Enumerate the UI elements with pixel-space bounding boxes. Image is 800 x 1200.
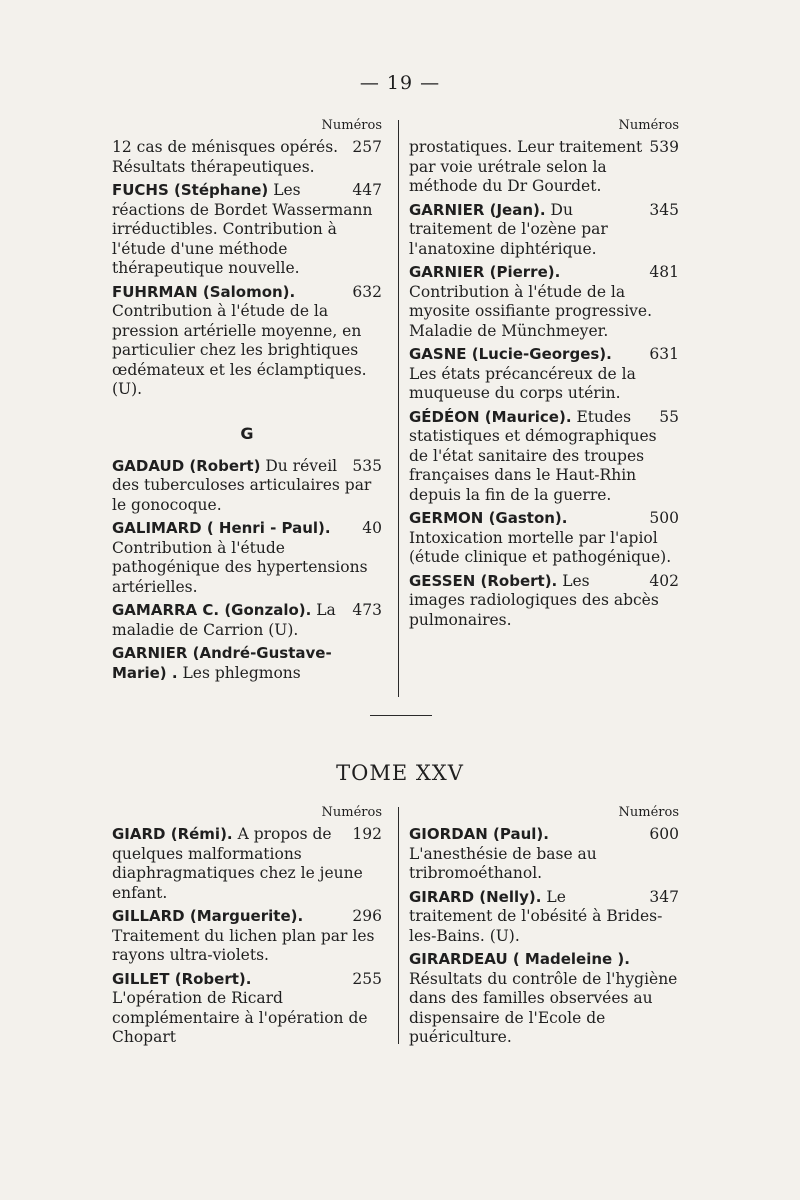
index-entry <box>112 181 382 279</box>
entry-number: 296 <box>352 907 382 925</box>
section-letter: G <box>240 423 254 443</box>
author-name: FUHRMAN (Salomon). <box>112 282 296 301</box>
entry-number: 55 <box>659 407 679 426</box>
entry-number: 500 <box>649 509 679 527</box>
index-section-tome-xxv <box>112 805 692 1050</box>
entry-number: 535 <box>352 456 382 475</box>
entry-number: 192 <box>352 825 382 843</box>
entry-title: Contribution à l'étude de la pression artérielle moyenne, en particulier chez les brightiques œdémateux et les éclamptiques. (U). <box>112 302 367 398</box>
section-divider <box>370 715 432 716</box>
entry-title: L'opération de Ricard complémentaire à l'opération de Chopart <box>112 989 368 1046</box>
index-entry <box>112 970 382 1048</box>
tome-title: TOME XXV <box>336 761 464 785</box>
author-name: FUCHS (Stéphane) <box>112 181 269 199</box>
right-column <box>409 805 679 1052</box>
index-entry <box>409 263 679 341</box>
page-number: — 19 — <box>359 72 441 94</box>
index-entry <box>409 201 679 260</box>
author-name: GASNE (Lucie-Georges). <box>409 345 612 363</box>
column-divider <box>398 807 399 1044</box>
entry-title: Résultats du contrôle de l'hygiène dans des familles observées au dispensaire de l'Ecole de puériculture. <box>409 969 678 1046</box>
author-name: GALIMARD ( Henri - Paul). <box>112 519 331 537</box>
entry-title: Les images radiologiques des abcès pulmonaires. <box>409 571 659 629</box>
author-name: GIARD (Rémi). <box>112 825 233 843</box>
index-entry <box>112 825 382 903</box>
column-header: Numéros <box>321 118 382 133</box>
author-name: GILLET (Robert). <box>112 969 252 988</box>
index-entry <box>112 138 382 177</box>
author-name: GARNIER (Pierre). <box>409 263 561 281</box>
entry-title: La maladie de Carrion (U). <box>112 601 336 639</box>
entry-title: Contribution à l'étude de la myosite ossifiante progressive. Maladie de Münchmeyer. <box>409 282 653 340</box>
author-name: GERMON (Gaston). <box>409 509 568 527</box>
index-entry <box>409 509 679 568</box>
entry-title: Du traitement de l'ozène par l'anatoxine diphtérique. <box>409 200 608 258</box>
entry-number: 347 <box>649 887 679 906</box>
index-entry <box>409 888 679 947</box>
entry-title: 12 cas de ménisques opérés. Résultats thérapeutiques. <box>112 138 339 176</box>
column-header: Numéros <box>321 805 382 820</box>
entry-title: Les réactions de Bordet Wassermann irréductibles. Contribution à l'étude d'une méthode thérapeutique nouvelle. <box>112 181 373 277</box>
entry-number: 40 <box>362 519 382 537</box>
index-entry <box>112 519 382 597</box>
entry-title: Du réveil des tuberculoses articulaires par le gonocoque. <box>112 456 372 514</box>
entry-number: 402 <box>649 571 679 590</box>
author-name: GARNIER (André-Gustave-Marie) . <box>112 644 332 682</box>
index-entry <box>112 644 382 683</box>
entry-title: L'anesthésie de base au tribromoéthanol. <box>409 844 597 882</box>
entry-number: 447 <box>352 181 382 199</box>
index-section-tome-xxiv <box>112 118 692 703</box>
author-name: GIORDAN (Paul). <box>409 825 549 843</box>
entry-title: Etudes statistiques et démographiques de l'état sanitaire des troupes françaises dans le Haut-Rhin depuis la fin de la guerre. <box>409 407 657 504</box>
index-entry <box>409 408 679 506</box>
entry-title: A propos de quelques malformations diaphragmatiques chez le jeune enfant. <box>112 825 363 902</box>
entry-number: 632 <box>352 282 382 301</box>
index-entry <box>112 907 382 966</box>
index-entry <box>409 345 679 404</box>
entry-number: 255 <box>352 969 382 988</box>
column-divider <box>398 120 399 697</box>
author-name: GAMARRA C. (Gonzalo). <box>112 601 312 619</box>
author-name: GILLARD (Marguerite). <box>112 907 304 925</box>
author-name: GIRARDEAU ( Madeleine ). <box>409 950 630 968</box>
entry-title: Traitement du lichen plan par les rayons ultra-violets. <box>112 926 375 964</box>
left-column <box>112 118 382 687</box>
author-name: GARNIER (Jean). <box>409 200 546 219</box>
index-entry <box>409 138 679 197</box>
column-header: Numéros <box>618 805 679 820</box>
entry-title: Les états précancéreux de la muqueuse du corps utérin. <box>409 364 636 402</box>
column-header: Numéros <box>618 118 679 133</box>
entry-number: 473 <box>352 601 382 619</box>
index-entry <box>112 283 382 400</box>
entry-number: 600 <box>649 825 679 843</box>
entry-title: Les phlegmons <box>177 663 301 682</box>
author-name: GADAUD (Robert) <box>112 456 261 475</box>
entry-number: 481 <box>649 263 679 281</box>
entry-number: 345 <box>649 200 679 219</box>
left-column <box>112 805 382 1052</box>
index-entry <box>112 601 382 640</box>
author-name: GESSEN (Robert). <box>409 571 558 590</box>
entry-number: 631 <box>649 345 679 363</box>
index-entry <box>409 825 679 884</box>
entry-title: prostatiques. Leur traitement par voie urétrale selon la méthode du Dr Gourdet. <box>409 138 643 195</box>
entry-number: 539 <box>649 138 679 156</box>
index-entry <box>112 457 382 516</box>
index-entry <box>409 950 679 1048</box>
author-name: GIRARD (Nelly). <box>409 887 542 906</box>
author-name: GÉDÉON (Maurice). <box>409 407 572 426</box>
entry-title: Intoxication mortelle par l'apiol (étude clinique et pathogénique). <box>409 528 672 566</box>
entry-title: Contribution à l'étude pathogénique des hypertensions artérielles. <box>112 538 368 596</box>
entry-number: 257 <box>352 138 382 156</box>
entry-title: Le traitement de l'obésité à Brides-les-Bains. (U). <box>409 887 663 945</box>
right-column <box>409 118 679 634</box>
index-entry <box>409 572 679 631</box>
